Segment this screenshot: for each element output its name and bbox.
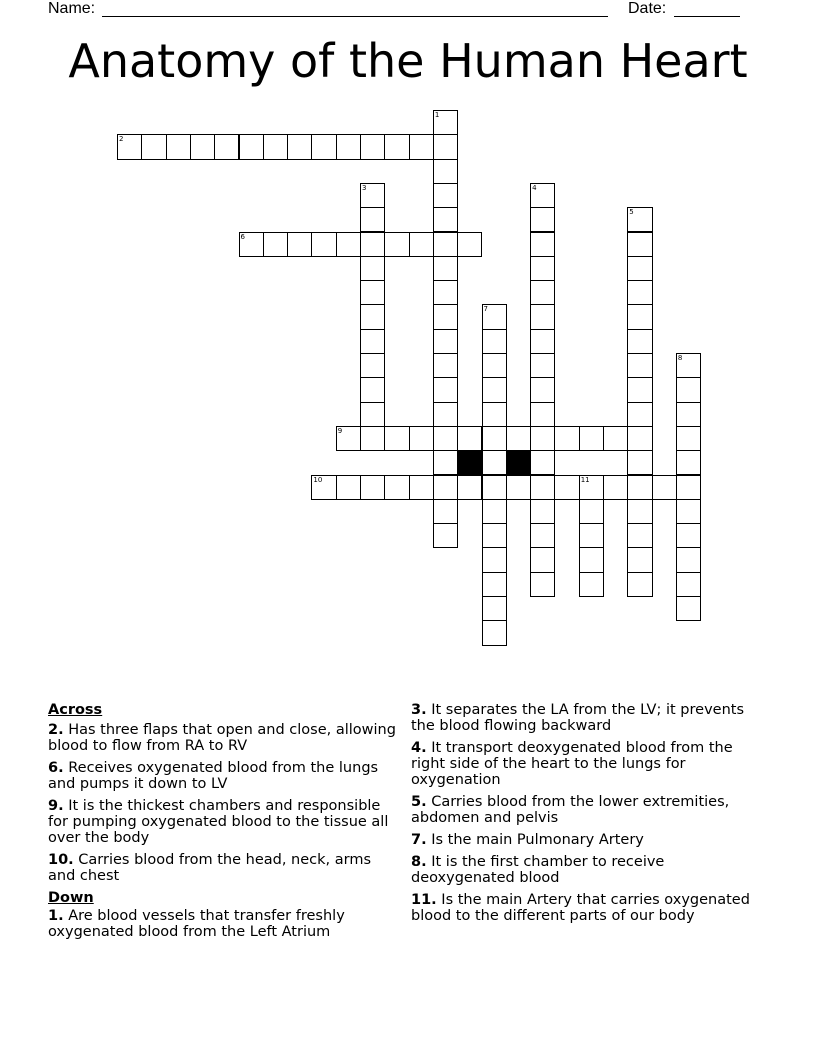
crossword-cell[interactable] [482,596,507,621]
crossword-cell[interactable] [482,547,507,572]
crossword-cell[interactable] [530,377,555,402]
crossword-cell[interactable] [287,232,312,257]
clue-down-3: 3. It separates the LA from the LV; it prevents the blood flowing backward [411,702,744,734]
crossword-cell[interactable] [384,426,409,451]
crossword-cell[interactable] [190,134,215,159]
crossword-cell[interactable] [530,207,555,232]
crossword-cell[interactable] [603,475,628,500]
crossword-cell[interactable] [530,499,555,524]
crossword-cell[interactable] [433,426,458,451]
crossword-cell[interactable] [360,256,385,281]
crossword-cell[interactable] [457,232,482,257]
crossword-cell[interactable] [676,572,701,597]
clue-number: 5 [629,208,634,217]
clue-number: 1 [434,111,440,119]
crossword-cell[interactable] [530,304,555,329]
clue-down-1: 1. Are blood vessels that transfer freshly oxygenated blood from the Left Atrium [48,908,345,940]
crossword-cell[interactable] [409,232,434,257]
date-label: Date: [628,0,667,17]
crossword-cell[interactable] [676,523,701,548]
crossword-cell[interactable] [579,426,604,451]
crossword-cell[interactable] [433,523,458,548]
clue-number: 10 [313,475,323,484]
crossword-cell[interactable] [627,450,652,475]
crossword-cell[interactable] [530,353,555,378]
crossword-cell[interactable] [627,377,652,402]
crossword-cell[interactable] [506,426,531,451]
crossword-cell[interactable] [433,207,458,232]
crossword-cell[interactable] [482,620,507,645]
clue-number: 7 [483,305,488,314]
clue-number: 2 [119,135,124,144]
down-heading: Down [48,890,94,906]
crossword-cell[interactable] [482,377,507,402]
crossword-cell[interactable] [433,353,458,378]
crossword-cell[interactable] [627,402,652,427]
crossword-cell[interactable] [627,475,652,500]
crossword-cell[interactable] [239,134,264,159]
crossword-cell[interactable] [311,475,336,500]
crossword-cell[interactable] [360,280,385,305]
crossword-cell[interactable] [603,426,628,451]
crossword-cell[interactable] [239,232,264,257]
crossword-cell[interactable] [384,232,409,257]
clue-number: 4 [532,183,537,192]
crossword-cell[interactable] [627,232,652,257]
crossword-cell[interactable] [263,232,288,257]
crossword-cell[interactable] [384,134,409,159]
crossword-cell[interactable] [530,523,555,548]
crossword-cell[interactable] [433,280,458,305]
crossword-cell[interactable] [433,329,458,354]
crossword-cell[interactable] [336,134,361,159]
crossword-cell[interactable] [676,353,701,378]
clue-across-6: 6. Receives oxygenated blood from the lungs and pumps it down to LV [48,760,379,792]
crossword-cell[interactable] [457,426,482,451]
clue-number: 11 [580,475,590,484]
clues-right-column [411,702,771,930]
crossword-cell[interactable] [627,523,652,548]
crossword-cell[interactable] [409,134,434,159]
crossword-cell[interactable] [433,499,458,524]
crossword-cell[interactable] [360,183,385,208]
crossword-cell[interactable] [627,353,652,378]
crossword-cell[interactable] [311,232,336,257]
crossword-cell[interactable] [457,475,482,500]
crossword-cell[interactable] [360,207,385,232]
crossword-cell[interactable] [263,134,288,159]
crossword-cell[interactable] [287,134,312,159]
crossword-cell[interactable] [360,232,385,257]
crossword-cell[interactable] [482,523,507,548]
clue-number: 6 [240,232,245,241]
clue-across-9: 9. It is the thickest chambers and responsible for pumping oxygenated blood to the tissue all over the body [48,798,389,846]
crossword-cell[interactable] [360,475,385,500]
crossword-cell[interactable] [676,450,701,475]
crossword-black-cell [506,450,531,475]
clue-down-11: 11. Is the main Artery that carries oxygenated blood to the different parts of our body [411,892,750,924]
crossword-cell[interactable] [676,547,701,572]
crossword-cell[interactable] [676,402,701,427]
page-title: Anatomy of the Human Heart [68,34,748,88]
crossword-black-cell [457,450,482,475]
crossword-cell[interactable] [530,329,555,354]
crossword-cell[interactable] [579,547,604,572]
clue-down-5: 5. Carries blood from the lower extremities, abdomen and pelvis [411,794,730,826]
crossword-cell[interactable] [360,353,385,378]
crossword-cell[interactable] [554,475,579,500]
crossword-cell[interactable] [166,134,191,159]
crossword-cell[interactable] [627,572,652,597]
crossword-cell[interactable] [627,304,652,329]
clue-across-10: 10. Carries blood from the head, neck, arms and chest [48,852,372,884]
crossword-cell[interactable] [336,475,361,500]
crossword-cell[interactable] [482,329,507,354]
crossword-cell[interactable] [530,547,555,572]
crossword-cell[interactable] [530,183,555,208]
crossword-cell[interactable] [554,426,579,451]
crossword-cell[interactable] [482,353,507,378]
crossword-cell[interactable] [676,426,701,451]
crossword-cell[interactable] [360,377,385,402]
crossword-cell[interactable] [627,207,652,232]
crossword-cell[interactable] [652,475,677,500]
crossword-cell[interactable] [482,426,507,451]
crossword-cell[interactable] [433,232,458,257]
crossword-cell[interactable] [433,304,458,329]
crossword-cell[interactable] [433,183,458,208]
clue-down-7: 7. Is the main Pulmonary Artery [411,832,644,848]
crossword-cell[interactable] [530,232,555,257]
name-label: Name: [48,0,96,17]
clue-down-8: 8. It is the first chamber to receive deoxygenated blood [411,854,665,886]
crossword-cell[interactable] [530,280,555,305]
crossword-cell[interactable] [530,426,555,451]
clue-across-2: 2. Has three flaps that open and close, allowing blood to flow from RA to RV [48,722,396,754]
clue-down-4: 4. It transport deoxygenated blood from the right side of the heart to the lungs for oxygenation [411,740,733,788]
crossword-cell[interactable] [117,134,142,159]
crossword-cell[interactable] [433,475,458,500]
crossword-cell[interactable] [433,110,458,135]
crossword-cell[interactable] [627,280,652,305]
crossword-cell[interactable] [579,475,604,500]
crossword-cell[interactable] [433,377,458,402]
across-heading: Across [48,702,103,718]
crossword-cell[interactable] [627,329,652,354]
crossword-cell[interactable] [360,402,385,427]
crossword-cell[interactable] [482,499,507,524]
crossword-cell[interactable] [676,475,701,500]
crossword-cell[interactable] [336,426,361,451]
crossword-cell[interactable] [676,596,701,621]
crossword-cell[interactable] [433,450,458,475]
crossword-cell[interactable] [530,256,555,281]
clue-number: 8 [677,354,683,362]
crossword-cell[interactable] [141,134,166,159]
crossword-cell[interactable] [433,402,458,427]
crossword-cell[interactable] [384,475,409,500]
crossword-cell[interactable] [482,402,507,427]
crossword-cell[interactable] [579,523,604,548]
crossword-cell[interactable] [360,304,385,329]
crossword-cell[interactable] [627,256,652,281]
crossword-cell[interactable] [627,499,652,524]
crossword-cell[interactable] [214,134,239,159]
crossword-cell[interactable] [482,450,507,475]
crossword-cell[interactable] [579,499,604,524]
crossword-cell[interactable] [482,475,507,500]
clues-left-column [48,702,398,946]
crossword-cell[interactable] [360,329,385,354]
crossword-cell[interactable] [530,450,555,475]
crossword-cell[interactable] [433,256,458,281]
crossword-cell[interactable] [409,475,434,500]
crossword-cell[interactable] [482,304,507,329]
crossword-cell[interactable] [311,134,336,159]
clue-number: 3 [362,183,367,192]
crossword-cell[interactable] [360,426,385,451]
crossword-cell[interactable] [433,159,458,184]
crossword-cell[interactable] [530,572,555,597]
crossword-cell[interactable] [360,134,385,159]
clue-number: 9 [337,426,343,435]
crossword-cell[interactable] [579,572,604,597]
crossword-cell[interactable] [676,377,701,402]
crossword-cell[interactable] [676,499,701,524]
crossword-cell[interactable] [433,134,458,159]
crossword-cell[interactable] [336,232,361,257]
crossword-cell[interactable] [627,547,652,572]
crossword-cell[interactable] [627,426,652,451]
crossword-cell[interactable] [506,475,531,500]
crossword-cell[interactable] [409,426,434,451]
crossword-cell[interactable] [482,572,507,597]
crossword-cell[interactable] [530,475,555,500]
crossword-cell[interactable] [530,402,555,427]
